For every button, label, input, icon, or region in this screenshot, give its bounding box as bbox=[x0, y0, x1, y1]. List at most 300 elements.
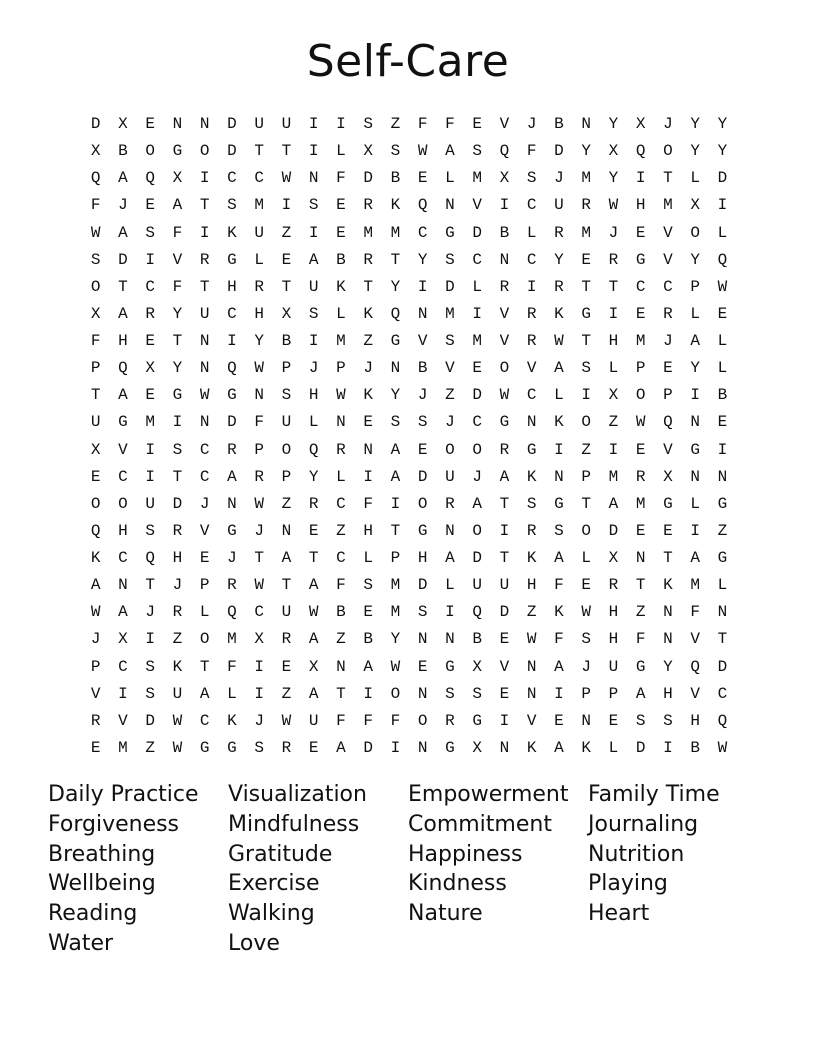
grid-letter[interactable]: U bbox=[308, 277, 319, 296]
grid-letter[interactable]: R bbox=[554, 277, 564, 296]
grid-letter[interactable]: I bbox=[199, 223, 210, 242]
grid-letter[interactable]: I bbox=[417, 277, 428, 296]
grid-letter[interactable]: A bbox=[118, 169, 128, 188]
grid-letter[interactable]: E bbox=[145, 196, 155, 215]
grid-letter[interactable]: H bbox=[663, 684, 673, 703]
grid-letter[interactable]: I bbox=[690, 386, 700, 405]
grid-letter[interactable]: Z bbox=[608, 413, 619, 432]
grid-letter[interactable]: L bbox=[690, 304, 700, 323]
grid-letter[interactable]: N bbox=[663, 603, 673, 622]
grid-letter[interactable]: Z bbox=[281, 494, 292, 513]
grid-letter[interactable]: Y bbox=[690, 142, 700, 161]
grid-letter[interactable]: M bbox=[390, 603, 401, 622]
grid-letter[interactable]: W bbox=[336, 386, 346, 405]
grid-letter[interactable]: W bbox=[635, 413, 646, 432]
grid-letter[interactable]: E bbox=[499, 630, 510, 649]
grid-letter[interactable]: C bbox=[199, 467, 210, 486]
grid-letter[interactable]: R bbox=[199, 250, 210, 269]
grid-letter[interactable]: Y bbox=[663, 657, 673, 676]
grid-letter[interactable]: B bbox=[417, 359, 428, 378]
grid-letter[interactable]: L bbox=[608, 738, 619, 757]
grid-letter[interactable]: D bbox=[717, 657, 728, 676]
grid-letter[interactable]: Y bbox=[690, 359, 700, 378]
grid-letter[interactable]: T bbox=[581, 277, 591, 296]
grid-letter[interactable]: G bbox=[172, 142, 183, 161]
grid-letter[interactable]: Q bbox=[635, 142, 646, 161]
grid-letter[interactable]: H bbox=[363, 521, 373, 540]
grid-letter[interactable]: Y bbox=[390, 630, 401, 649]
grid-letter[interactable]: K bbox=[90, 549, 101, 568]
grid-letter[interactable]: A bbox=[308, 684, 319, 703]
grid-letter[interactable]: A bbox=[308, 630, 319, 649]
grid-letter[interactable]: N bbox=[417, 630, 428, 649]
grid-letter[interactable]: Z bbox=[336, 521, 346, 540]
grid-letter[interactable]: M bbox=[336, 332, 346, 351]
grid-letter[interactable]: J bbox=[308, 359, 319, 378]
grid-letter[interactable]: R bbox=[635, 467, 646, 486]
grid-letter[interactable]: Z bbox=[717, 521, 728, 540]
grid-letter[interactable]: K bbox=[227, 223, 237, 242]
grid-letter[interactable]: T bbox=[199, 277, 210, 296]
grid-letter[interactable]: I bbox=[118, 684, 128, 703]
grid-letter[interactable]: L bbox=[254, 250, 264, 269]
grid-letter[interactable]: E bbox=[581, 576, 591, 595]
grid-letter[interactable]: O bbox=[145, 142, 155, 161]
grid-letter[interactable]: X bbox=[608, 142, 619, 161]
grid-letter[interactable]: R bbox=[281, 738, 292, 757]
grid-letter[interactable]: I bbox=[554, 440, 564, 459]
grid-letter[interactable]: U bbox=[281, 603, 292, 622]
grid-letter[interactable]: S bbox=[445, 332, 455, 351]
grid-letter[interactable]: I bbox=[635, 169, 646, 188]
grid-letter[interactable]: N bbox=[581, 115, 591, 134]
grid-letter[interactable]: X bbox=[608, 386, 619, 405]
grid-letter[interactable]: Y bbox=[554, 250, 564, 269]
grid-letter[interactable]: V bbox=[499, 115, 510, 134]
grid-letter[interactable]: I bbox=[145, 467, 155, 486]
grid-letter[interactable]: F bbox=[390, 711, 401, 730]
grid-letter[interactable]: M bbox=[445, 304, 455, 323]
grid-letter[interactable]: I bbox=[145, 250, 155, 269]
grid-letter[interactable]: B bbox=[390, 169, 401, 188]
grid-letter[interactable]: H bbox=[172, 549, 183, 568]
grid-letter[interactable]: F bbox=[336, 711, 346, 730]
grid-letter[interactable]: Q bbox=[90, 521, 101, 540]
grid-letter[interactable]: L bbox=[554, 386, 564, 405]
grid-letter[interactable]: V bbox=[499, 332, 510, 351]
grid-letter[interactable]: C bbox=[118, 549, 128, 568]
grid-letter[interactable]: N bbox=[417, 304, 428, 323]
grid-letter[interactable]: E bbox=[635, 440, 646, 459]
grid-letter[interactable]: F bbox=[172, 223, 183, 242]
grid-letter[interactable]: K bbox=[526, 738, 537, 757]
grid-letter[interactable]: F bbox=[90, 332, 101, 351]
grid-letter[interactable]: H bbox=[608, 603, 619, 622]
grid-letter[interactable]: H bbox=[635, 196, 646, 215]
grid-letter[interactable]: J bbox=[581, 657, 591, 676]
grid-letter[interactable]: V bbox=[472, 196, 482, 215]
grid-letter[interactable]: X bbox=[363, 142, 373, 161]
grid-letter[interactable]: A bbox=[118, 304, 128, 323]
grid-letter[interactable]: O bbox=[390, 684, 401, 703]
grid-letter[interactable]: S bbox=[308, 304, 319, 323]
grid-letter[interactable]: T bbox=[363, 277, 373, 296]
grid-letter[interactable]: M bbox=[663, 196, 673, 215]
grid-letter[interactable]: X bbox=[145, 359, 155, 378]
grid-letter[interactable]: I bbox=[472, 304, 482, 323]
grid-letter[interactable]: I bbox=[581, 386, 591, 405]
grid-letter[interactable]: K bbox=[526, 467, 537, 486]
grid-letter[interactable]: R bbox=[172, 603, 183, 622]
grid-letter[interactable]: N bbox=[581, 711, 591, 730]
grid-letter[interactable]: R bbox=[227, 440, 237, 459]
grid-letter[interactable]: C bbox=[336, 494, 346, 513]
grid-letter[interactable]: W bbox=[172, 711, 183, 730]
grid-letter[interactable]: E bbox=[308, 521, 319, 540]
grid-letter[interactable]: H bbox=[118, 521, 128, 540]
grid-letter[interactable]: D bbox=[227, 413, 237, 432]
grid-letter[interactable]: R bbox=[363, 196, 373, 215]
grid-letter[interactable]: Y bbox=[717, 115, 728, 134]
grid-letter[interactable]: W bbox=[554, 332, 564, 351]
grid-letter[interactable]: I bbox=[690, 521, 700, 540]
grid-letter[interactable]: G bbox=[663, 494, 673, 513]
grid-letter[interactable]: T bbox=[254, 142, 264, 161]
grid-letter[interactable]: R bbox=[663, 304, 673, 323]
grid-letter[interactable]: A bbox=[199, 684, 210, 703]
grid-letter[interactable]: V bbox=[118, 440, 128, 459]
grid-letter[interactable]: S bbox=[172, 440, 183, 459]
grid-letter[interactable]: L bbox=[472, 277, 482, 296]
grid-letter[interactable]: X bbox=[472, 657, 482, 676]
grid-letter[interactable]: T bbox=[663, 169, 673, 188]
grid-letter[interactable]: Y bbox=[390, 277, 401, 296]
grid-letter[interactable]: E bbox=[417, 657, 428, 676]
grid-letter[interactable]: A bbox=[445, 142, 455, 161]
grid-letter[interactable]: G bbox=[635, 250, 646, 269]
grid-letter[interactable]: S bbox=[554, 521, 564, 540]
grid-letter[interactable]: B bbox=[554, 115, 564, 134]
grid-letter[interactable]: N bbox=[445, 196, 455, 215]
grid-letter[interactable]: M bbox=[145, 413, 155, 432]
grid-letter[interactable]: R bbox=[445, 494, 455, 513]
grid-letter[interactable]: I bbox=[717, 196, 728, 215]
grid-letter[interactable]: Z bbox=[281, 223, 292, 242]
grid-letter[interactable]: O bbox=[445, 440, 455, 459]
grid-letter[interactable]: V bbox=[663, 250, 673, 269]
grid-letter[interactable]: W bbox=[172, 738, 183, 757]
grid-letter[interactable]: R bbox=[90, 711, 101, 730]
grid-letter[interactable]: W bbox=[417, 142, 428, 161]
grid-letter[interactable]: G bbox=[227, 386, 237, 405]
grid-letter[interactable]: I bbox=[145, 630, 155, 649]
grid-letter[interactable]: K bbox=[336, 277, 346, 296]
grid-letter[interactable]: O bbox=[199, 142, 210, 161]
grid-letter[interactable]: T bbox=[308, 549, 319, 568]
grid-letter[interactable]: Y bbox=[254, 332, 264, 351]
grid-letter[interactable]: V bbox=[417, 332, 428, 351]
grid-letter[interactable]: I bbox=[336, 115, 346, 134]
grid-letter[interactable]: F bbox=[336, 169, 346, 188]
grid-letter[interactable]: X bbox=[172, 169, 183, 188]
grid-letter[interactable]: M bbox=[581, 223, 591, 242]
grid-letter[interactable]: M bbox=[363, 223, 373, 242]
grid-letter[interactable]: G bbox=[199, 738, 210, 757]
grid-letter[interactable]: A bbox=[308, 250, 319, 269]
grid-letter[interactable]: K bbox=[172, 657, 183, 676]
grid-letter[interactable]: H bbox=[227, 277, 237, 296]
grid-letter[interactable]: A bbox=[118, 386, 128, 405]
grid-letter[interactable]: D bbox=[635, 738, 646, 757]
grid-letter[interactable]: C bbox=[526, 250, 537, 269]
grid-letter[interactable]: J bbox=[663, 115, 673, 134]
grid-letter[interactable]: V bbox=[199, 521, 210, 540]
grid-letter[interactable]: C bbox=[526, 386, 537, 405]
grid-letter[interactable]: M bbox=[390, 223, 401, 242]
grid-letter[interactable]: S bbox=[581, 630, 591, 649]
grid-letter[interactable]: E bbox=[717, 304, 728, 323]
grid-letter[interactable]: W bbox=[254, 359, 264, 378]
grid-letter[interactable]: S bbox=[445, 684, 455, 703]
grid-letter[interactable]: T bbox=[199, 196, 210, 215]
grid-letter[interactable]: R bbox=[499, 277, 510, 296]
grid-letter[interactable]: Z bbox=[390, 115, 401, 134]
grid-letter[interactable]: E bbox=[281, 250, 292, 269]
grid-letter[interactable]: P bbox=[281, 359, 292, 378]
grid-letter[interactable]: N bbox=[172, 115, 183, 134]
grid-letter[interactable]: L bbox=[363, 549, 373, 568]
grid-letter[interactable]: E bbox=[336, 196, 346, 215]
grid-letter[interactable]: B bbox=[336, 603, 346, 622]
grid-letter[interactable]: Q bbox=[499, 142, 510, 161]
grid-letter[interactable]: I bbox=[717, 440, 728, 459]
grid-letter[interactable]: N bbox=[199, 413, 210, 432]
grid-letter[interactable]: L bbox=[336, 142, 346, 161]
grid-letter[interactable]: X bbox=[308, 657, 319, 676]
grid-letter[interactable]: W bbox=[281, 169, 292, 188]
grid-letter[interactable]: N bbox=[281, 521, 292, 540]
grid-letter[interactable]: N bbox=[690, 413, 700, 432]
grid-letter[interactable]: G bbox=[227, 521, 237, 540]
grid-letter[interactable]: N bbox=[363, 440, 373, 459]
grid-letter[interactable]: X bbox=[608, 549, 619, 568]
grid-letter[interactable]: Q bbox=[90, 169, 101, 188]
grid-letter[interactable]: E bbox=[554, 711, 564, 730]
grid-letter[interactable]: V bbox=[663, 440, 673, 459]
grid-letter[interactable]: N bbox=[445, 630, 455, 649]
grid-letter[interactable]: O bbox=[635, 386, 646, 405]
grid-letter[interactable]: V bbox=[445, 359, 455, 378]
grid-letter[interactable]: H bbox=[608, 630, 619, 649]
grid-letter[interactable]: L bbox=[690, 494, 700, 513]
grid-letter[interactable]: G bbox=[581, 304, 591, 323]
grid-letter[interactable]: K bbox=[526, 549, 537, 568]
grid-letter[interactable]: X bbox=[281, 304, 292, 323]
grid-letter[interactable]: N bbox=[417, 684, 428, 703]
grid-letter[interactable]: R bbox=[254, 467, 264, 486]
grid-letter[interactable]: N bbox=[227, 494, 237, 513]
grid-letter[interactable]: I bbox=[145, 440, 155, 459]
grid-letter[interactable]: L bbox=[690, 169, 700, 188]
grid-letter[interactable]: J bbox=[554, 169, 564, 188]
grid-letter[interactable]: D bbox=[227, 115, 237, 134]
grid-letter[interactable]: H bbox=[690, 711, 700, 730]
grid-letter[interactable]: G bbox=[227, 250, 237, 269]
grid-letter[interactable]: Y bbox=[417, 250, 428, 269]
grid-letter[interactable]: T bbox=[581, 494, 591, 513]
grid-letter[interactable]: C bbox=[199, 440, 210, 459]
grid-letter[interactable]: G bbox=[445, 657, 455, 676]
grid-letter[interactable]: L bbox=[717, 359, 728, 378]
grid-letter[interactable]: L bbox=[717, 576, 728, 595]
grid-letter[interactable]: G bbox=[717, 549, 728, 568]
grid-letter[interactable]: M bbox=[635, 494, 646, 513]
grid-letter[interactable]: N bbox=[663, 630, 673, 649]
grid-letter[interactable]: A bbox=[690, 549, 700, 568]
grid-letter[interactable]: I bbox=[172, 413, 183, 432]
grid-letter[interactable]: Q bbox=[690, 657, 700, 676]
grid-letter[interactable]: E bbox=[417, 440, 428, 459]
grid-letter[interactable]: O bbox=[690, 223, 700, 242]
grid-letter[interactable]: P bbox=[390, 549, 401, 568]
grid-letter[interactable]: S bbox=[308, 196, 319, 215]
grid-letter[interactable]: A bbox=[336, 738, 346, 757]
grid-letter[interactable]: W bbox=[90, 603, 101, 622]
grid-letter[interactable]: E bbox=[663, 521, 673, 540]
grid-letter[interactable]: E bbox=[635, 304, 646, 323]
grid-letter[interactable]: O bbox=[417, 494, 428, 513]
grid-letter[interactable]: D bbox=[472, 549, 482, 568]
grid-letter[interactable]: N bbox=[390, 359, 401, 378]
grid-letter[interactable]: C bbox=[227, 169, 237, 188]
grid-letter[interactable]: Y bbox=[608, 115, 619, 134]
grid-letter[interactable]: W bbox=[90, 223, 101, 242]
grid-letter[interactable]: N bbox=[526, 413, 537, 432]
grid-letter[interactable]: P bbox=[663, 386, 673, 405]
grid-letter[interactable]: U bbox=[281, 413, 292, 432]
grid-letter[interactable]: J bbox=[472, 467, 482, 486]
grid-letter[interactable]: V bbox=[499, 304, 510, 323]
grid-letter[interactable]: U bbox=[445, 467, 455, 486]
grid-letter[interactable]: R bbox=[526, 521, 537, 540]
grid-letter[interactable]: F bbox=[635, 630, 646, 649]
grid-letter[interactable]: I bbox=[363, 467, 373, 486]
grid-letter[interactable]: J bbox=[172, 576, 183, 595]
grid-letter[interactable]: C bbox=[417, 223, 428, 242]
grid-letter[interactable]: D bbox=[717, 169, 728, 188]
grid-letter[interactable]: W bbox=[281, 711, 292, 730]
grid-letter[interactable]: H bbox=[118, 332, 128, 351]
grid-letter[interactable]: X bbox=[254, 630, 264, 649]
grid-letter[interactable]: F bbox=[172, 277, 183, 296]
grid-letter[interactable]: Q bbox=[472, 603, 482, 622]
grid-letter[interactable]: B bbox=[472, 630, 482, 649]
grid-letter[interactable]: F bbox=[417, 115, 428, 134]
grid-letter[interactable]: B bbox=[690, 738, 700, 757]
grid-letter[interactable]: R bbox=[363, 250, 373, 269]
grid-letter[interactable]: K bbox=[581, 738, 591, 757]
grid-letter[interactable]: E bbox=[635, 223, 646, 242]
grid-letter[interactable]: I bbox=[445, 603, 455, 622]
grid-letter[interactable]: V bbox=[663, 223, 673, 242]
grid-letter[interactable]: I bbox=[663, 738, 673, 757]
grid-letter[interactable]: Z bbox=[145, 738, 155, 757]
grid-letter[interactable]: R bbox=[145, 304, 155, 323]
grid-letter[interactable]: Q bbox=[118, 359, 128, 378]
grid-letter[interactable]: N bbox=[417, 738, 428, 757]
grid-letter[interactable]: K bbox=[554, 304, 564, 323]
grid-letter[interactable]: G bbox=[118, 413, 128, 432]
grid-letter[interactable]: E bbox=[281, 657, 292, 676]
grid-letter[interactable]: P bbox=[690, 277, 700, 296]
grid-letter[interactable]: V bbox=[526, 359, 537, 378]
grid-letter[interactable]: F bbox=[554, 576, 564, 595]
grid-letter[interactable]: T bbox=[145, 576, 155, 595]
grid-letter[interactable]: B bbox=[281, 332, 292, 351]
grid-letter[interactable]: P bbox=[90, 359, 101, 378]
grid-letter[interactable]: R bbox=[254, 277, 264, 296]
grid-letter[interactable]: L bbox=[445, 576, 455, 595]
grid-letter[interactable]: S bbox=[472, 142, 482, 161]
grid-letter[interactable]: U bbox=[608, 657, 619, 676]
grid-letter[interactable]: E bbox=[635, 521, 646, 540]
grid-letter[interactable]: X bbox=[90, 304, 101, 323]
grid-letter[interactable]: Q bbox=[417, 196, 428, 215]
grid-letter[interactable]: C bbox=[717, 684, 728, 703]
grid-letter[interactable]: S bbox=[417, 603, 428, 622]
grid-letter[interactable]: E bbox=[717, 413, 728, 432]
grid-letter[interactable]: G bbox=[635, 657, 646, 676]
grid-letter[interactable]: Q bbox=[145, 169, 155, 188]
grid-letter[interactable]: R bbox=[608, 250, 619, 269]
grid-letter[interactable]: S bbox=[90, 250, 101, 269]
grid-letter[interactable]: Z bbox=[526, 603, 537, 622]
grid-letter[interactable]: Z bbox=[336, 630, 346, 649]
grid-letter[interactable]: A bbox=[554, 738, 564, 757]
grid-letter[interactable]: F bbox=[445, 115, 455, 134]
grid-letter[interactable]: D bbox=[472, 223, 482, 242]
grid-letter[interactable]: E bbox=[363, 413, 373, 432]
grid-letter[interactable]: G bbox=[499, 413, 510, 432]
grid-letter[interactable]: X bbox=[472, 738, 482, 757]
grid-letter[interactable]: Z bbox=[635, 603, 646, 622]
grid-letter[interactable]: M bbox=[390, 576, 401, 595]
grid-letter[interactable]: I bbox=[254, 684, 264, 703]
grid-letter[interactable]: S bbox=[281, 386, 292, 405]
grid-letter[interactable]: M bbox=[227, 630, 237, 649]
grid-letter[interactable]: D bbox=[363, 169, 373, 188]
grid-letter[interactable]: E bbox=[363, 603, 373, 622]
grid-letter[interactable]: Y bbox=[390, 386, 401, 405]
grid-letter[interactable]: I bbox=[308, 223, 319, 242]
grid-letter[interactable]: R bbox=[308, 494, 319, 513]
grid-letter[interactable]: K bbox=[554, 603, 564, 622]
grid-letter[interactable]: R bbox=[581, 196, 591, 215]
grid-letter[interactable]: R bbox=[281, 630, 292, 649]
grid-letter[interactable]: K bbox=[554, 413, 564, 432]
grid-letter[interactable]: C bbox=[199, 711, 210, 730]
grid-letter[interactable]: O bbox=[199, 630, 210, 649]
grid-letter[interactable]: E bbox=[90, 467, 101, 486]
grid-letter[interactable]: W bbox=[308, 603, 319, 622]
grid-letter[interactable]: U bbox=[90, 413, 101, 432]
grid-letter[interactable]: N bbox=[554, 467, 564, 486]
grid-letter[interactable]: T bbox=[499, 549, 510, 568]
grid-letter[interactable]: Y bbox=[690, 250, 700, 269]
grid-letter[interactable]: G bbox=[390, 332, 401, 351]
grid-letter[interactable]: C bbox=[145, 277, 155, 296]
grid-letter[interactable]: D bbox=[145, 711, 155, 730]
